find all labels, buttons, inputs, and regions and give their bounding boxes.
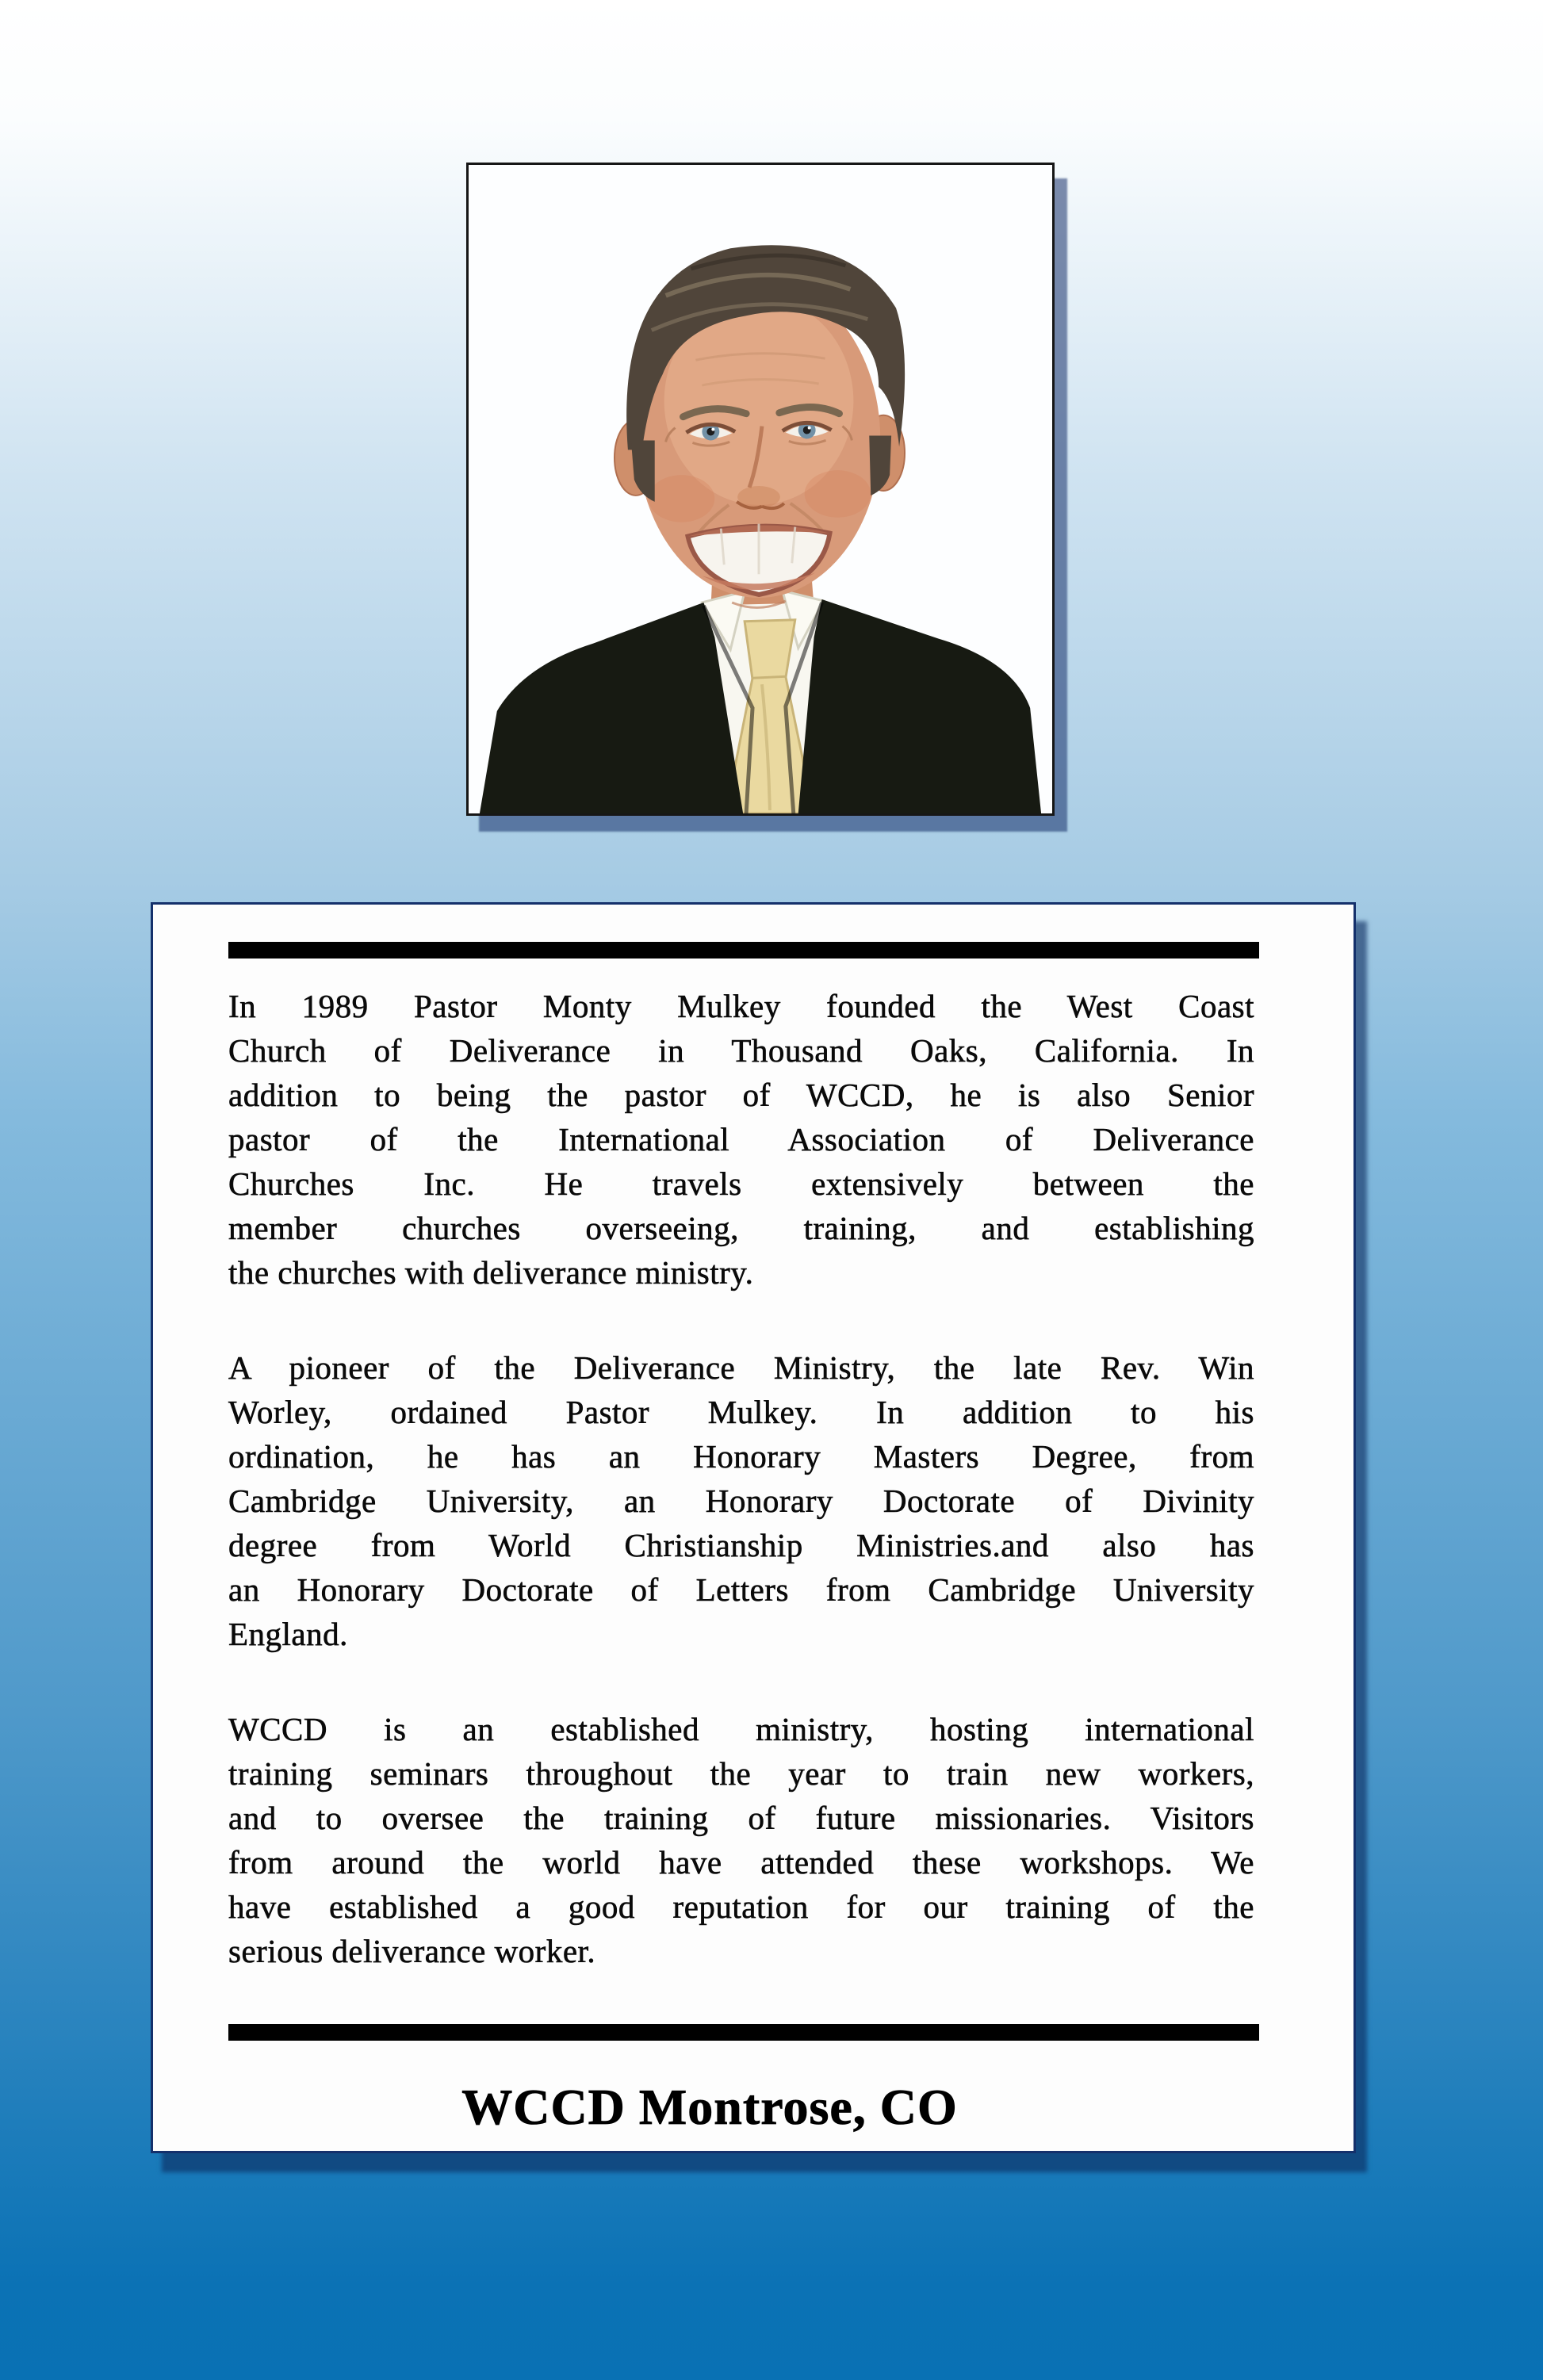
- bio-text: [228, 984, 1254, 1973]
- bio-line: the churches with deliverance ministry.: [228, 1254, 754, 1291]
- portrait-illustration: [469, 165, 1052, 813]
- bio-line: A pioneer of the Deliverance Ministry, the late Rev. Win: [228, 1349, 1254, 1386]
- bio-line: pastor of the International Association of Deliverance: [228, 1121, 1254, 1157]
- bio-line: England.: [228, 1616, 348, 1652]
- bio-line: degree from World Christianship Ministries.and also has: [228, 1527, 1254, 1563]
- bio-line: Cambridge University, an Honorary Doctorate of Divinity: [228, 1483, 1254, 1519]
- bio-line: Worley, ordained Pastor Mulkey. In addition to his: [228, 1394, 1254, 1430]
- bio-paragraph: [228, 1345, 1254, 1656]
- bio-line: ordination, he has an Honorary Masters Degree, from: [228, 1438, 1254, 1475]
- bio-line: have established a good reputation for our training of the: [228, 1888, 1254, 1925]
- bio-line: serious deliverance worker.: [228, 1933, 596, 1969]
- bio-line: Churches Inc. He travels extensively between the: [228, 1165, 1254, 1202]
- content-card: [151, 902, 1356, 2153]
- pastor-portrait-photo: [466, 163, 1055, 816]
- bio-line: member churches overseeing, training, and establishing: [228, 1210, 1254, 1246]
- bio-line: Church of Deliverance in Thousand Oaks, California. In: [228, 1032, 1254, 1069]
- bio-line: In 1989 Pastor Monty Mulkey founded the West Coast: [228, 988, 1254, 1024]
- bio-paragraph: [228, 984, 1254, 1295]
- bio-line: and to oversee the training of future missionaries. Visitors: [228, 1800, 1254, 1836]
- divider-bar-bottom: [228, 2024, 1259, 2041]
- bio-line: from around the world have attended these workshops. We: [228, 1844, 1254, 1881]
- bio-line: an Honorary Doctorate of Letters from Cambridge University: [228, 1571, 1254, 1608]
- bio-line: WCCD is an established ministry, hosting international: [228, 1711, 1254, 1747]
- bio-paragraph: [228, 1707, 1254, 1973]
- footer-title: WCCD Montrose, CO: [461, 2079, 958, 2135]
- bio-line: training seminars throughout the year to train new workers,: [228, 1755, 1254, 1792]
- divider-bar-top: [228, 942, 1259, 959]
- bio-line: addition to being the pastor of WCCD, he is also Senior: [228, 1077, 1254, 1113]
